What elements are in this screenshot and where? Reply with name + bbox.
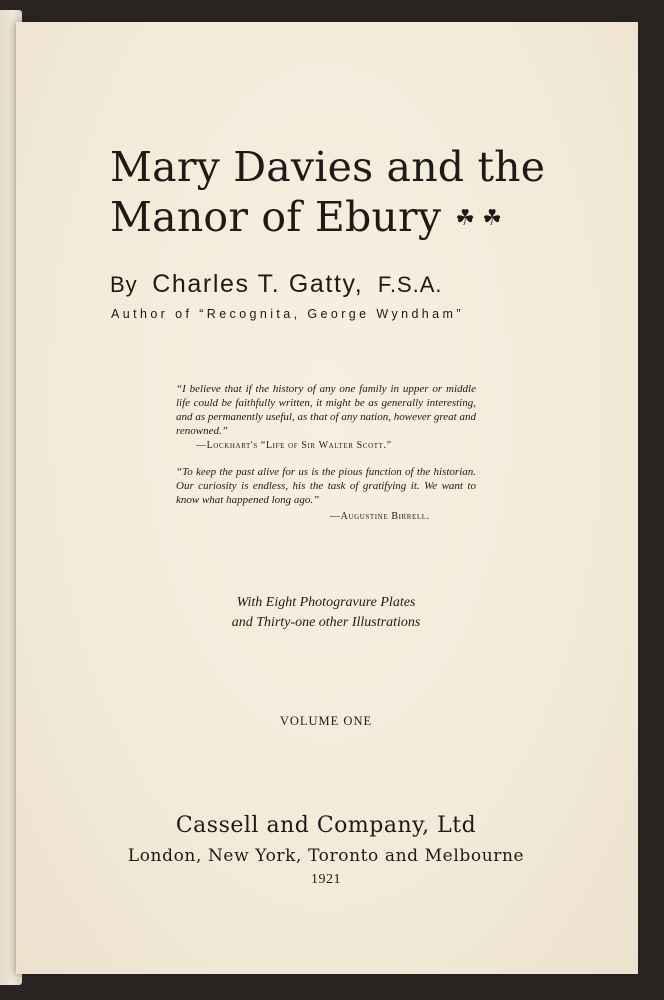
volume-label: VOLUME ONE [279, 714, 373, 728]
author-previous-works: Author of “Recognita, George Wyndham” [111, 307, 464, 321]
epigraph-1-attribution: —Lockhart's “Life of Sir Walter Scott.” [196, 440, 392, 451]
illustrations-note [116, 593, 536, 633]
clover-ornament-icon: ☘ ☘ [455, 206, 503, 231]
title-line-2-text: Manor of Ebury [110, 193, 442, 241]
epigraph-1-text: “I believe that if the history of any one family in upper or middle life could be faithfully written, it might be as generally interesting, and as permanently useful, as that of any nation, however great and renowned.” [176, 383, 476, 437]
byline-by: By [110, 272, 138, 297]
illustrations-line-1: With Eight Photogravure Plates [236, 595, 416, 610]
publisher-cities: London, New York, Toronto and Melbourne [127, 846, 525, 866]
epigraph-2-attribution: —Augustine Birrell. [330, 511, 430, 522]
title-line-1: Mary Davies and the [110, 143, 546, 191]
title-line-2 [110, 192, 590, 244]
publisher-name: Cassell and Company, Ltd [175, 813, 477, 838]
epigraph-2-text: “To keep the past alive for us is the pious function of the historian. Our curiosity is endless, his the task of gratifying it. We want to know what happened long ago.” [176, 466, 476, 506]
title-page [16, 22, 638, 974]
book-title [110, 142, 590, 244]
byline [110, 270, 590, 299]
author-name: Charles T. Gatty, [152, 270, 364, 298]
illustrations-line-2: and Thirty-one other Illustrations [231, 615, 421, 630]
publication-year: 1921 [311, 872, 341, 887]
author-suffix: F.S.A. [377, 272, 443, 297]
